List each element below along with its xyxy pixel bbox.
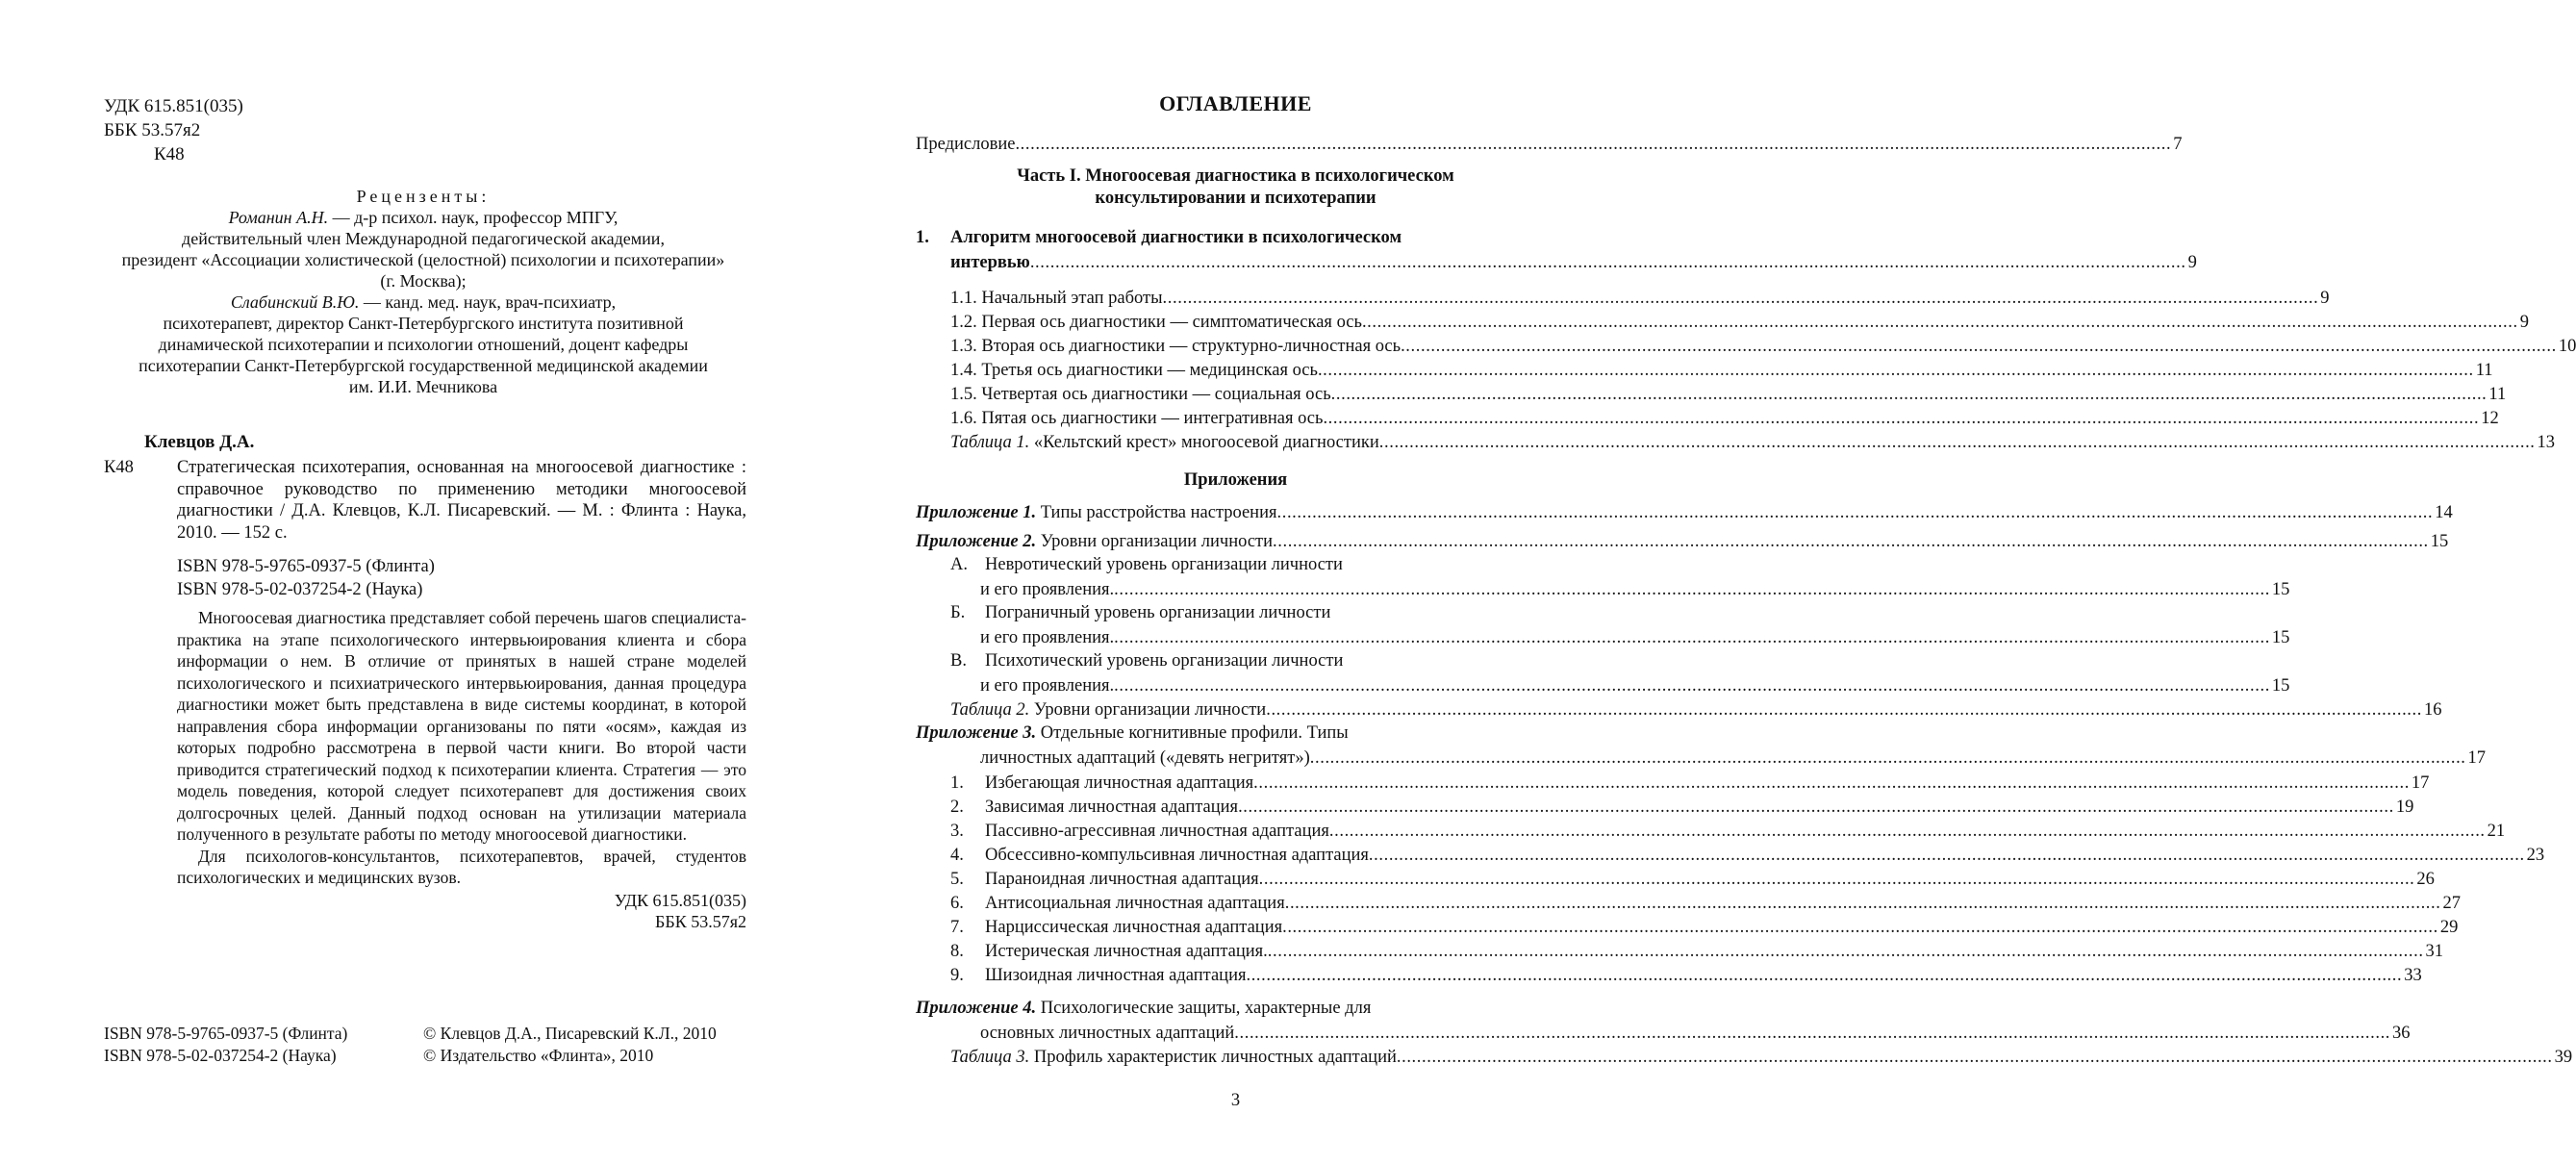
annotation-paragraph-2: Для психологов-консультантов, психотерапевтов, врачей, студентов психологических и медицинских вузов.	[177, 846, 746, 887]
toc-entry-appendix-4-line-1: Приложение 4. Психологические защиты, характерные для	[916, 999, 1372, 1018]
reviewer-2-line-5: им. И.И. Мечникова	[348, 377, 498, 396]
toc-entry-adaptation-6: 6. Антисоциальная личностная адаптация ..... 27	[950, 890, 1552, 914]
reviewer-2-line-2: психотерапевт, директор Санкт-Петербургского института позитивной	[163, 314, 684, 333]
toc-entry-table-3: Таблица 3. Профиль характеристик личностных адаптаций ..... 39	[950, 1044, 1552, 1068]
copyright-publisher: © Издательство «Флинта», 2010	[423, 1046, 654, 1065]
toc-entry-preface: Предисловие ..... 7	[916, 131, 1552, 155]
toc-entry-table-2: Таблица 2. Уровни организации личности ..... 16	[950, 696, 1552, 721]
toc-entry-section-1-6: 1.6. Пятая ось диагностики — интегративная ось ..... 12	[950, 405, 1552, 429]
toc-entry-appendix-3-line-1: Приложение 3. Отдельные когнитивные профили. Типы	[916, 723, 1349, 743]
page-number: 3	[1230, 1091, 1241, 1110]
reviewer-1-line-1: Романин А.Н. — д-р психол. наук, профессор МПГУ,	[228, 208, 619, 227]
toc-entry-appendix-2-c: и его проявления. ..... 15	[980, 672, 1552, 696]
reviewer-1-line-3: президент «Ассоциации холистической (целостной) психологии и психотерапии»	[121, 250, 725, 269]
toc-entry-section-1-5: 1.5. Четвертая ось диагностики — социальная ось ..... 11	[950, 381, 1552, 405]
leader-dots	[1015, 134, 2171, 155]
toc-entry-adaptation-3: 3. Пассивно-агрессивная личностная адаптация ..... 21	[950, 818, 1552, 842]
reviewer-2-line-4: психотерапии Санкт-Петербургской государственной медицинской академии	[139, 356, 708, 375]
toc-entry-chapter-1-line-1: 1. Алгоритм многоосевой диагностики в психологическом	[916, 228, 1402, 247]
toc-entry-appendix-2-a: и его проявления. ..... 15	[980, 576, 1552, 600]
reviewer-1-line-4: (г. Москва);	[380, 271, 467, 291]
toc-entry-appendix-3: личностных адаптаций («девять негритят») ..... 17	[980, 745, 1552, 769]
author-mark: К48	[154, 144, 185, 165]
toc-entry-appendix-2-b: и его проявления. ..... 15	[980, 624, 1552, 648]
toc-entry-appendix-2: Приложение 2. Уровни организации личности ..... 15	[916, 528, 1552, 552]
reviewer-2-line-3: динамической психотерапии и психологии отношений, доцент кафедры	[158, 335, 689, 354]
imprint-isbn	[104, 1023, 392, 1067]
appendices-heading: Приложения	[1183, 470, 1288, 490]
toc-entry-section-1-4: 1.4. Третья ось диагностики — медицинская ось ..... 11	[950, 357, 1552, 381]
annotation-paragraph-1: Многоосевая диагностика представляет собой перечень шагов специалиста-практика на этапе психологического интервьюирования клиента и сбора информации о нем. В отличие от принятых в нашей стране моделей психологического и психиатрического интервьюирования, данная процедура диагностики может быть представлена в виде системы координат, в которой направления сбора информации организованы по пяти «осям», каждая из которых подробно рассмотрена в первой части книги. Во второй части приводится стратегический подход к психотерапии клиента. Стратегия — это модель поведения, которой следует психотерапевт для достижения своих долгосрочных целей. Данный подход основан на утилизации материала полученного в результате работы по методу многоосевой диагностики.	[177, 608, 746, 844]
udk-code-bottom: УДК 615.851(035)	[614, 891, 746, 910]
toc-entry-appendix-2-b-line-1: Б. Пограничный уровень организации личности	[950, 603, 1331, 622]
toc-entry-section-1-2: 1.2. Первая ось диагностики — симптоматическая ось ..... 9	[950, 309, 1552, 333]
toc-entry-adaptation-7: 7. Нарциссическая личностная адаптация ..... 29	[950, 914, 1552, 938]
toc-entry-appendix-2-c-line-1: В. Психотический уровень организации личности	[950, 651, 1344, 671]
author-name: Клевцов Д.А.	[144, 432, 255, 452]
toc-entry-adaptation-8: 8. Истерическая личностная адаптация. ..... 31	[950, 938, 1552, 962]
imprint-isbn-nauka: ISBN 978-5-02-037254-2 (Наука)	[104, 1046, 337, 1065]
classification-codes-bottom	[519, 890, 746, 932]
annotation	[177, 607, 746, 889]
toc-entry-appendix-1: Приложение 1. Типы расстройства настроения ..... 14	[916, 499, 1552, 523]
isbn-nauka: ISBN 978-5-02-037254-2 (Наука)	[177, 580, 423, 599]
reviewers-heading: Рецензенты:	[356, 187, 491, 206]
toc-title: ОГЛАВЛЕНИЕ	[1159, 91, 1312, 115]
bbk-code: ББК 53.57я2	[104, 120, 201, 140]
author-mark-label: К48	[104, 458, 134, 477]
reviewer-2-line-1: Слабинский В.Ю. — канд. мед. наук, врач-психиатр,	[230, 292, 617, 312]
reviewer-2-name: Слабинский В.Ю.	[230, 292, 360, 312]
toc-entry-section-1-1: 1.1. Начальный этап работы ..... 9	[950, 285, 1552, 309]
copyright-block	[423, 1023, 770, 1067]
toc-entry-adaptation-1: 1. Избегающая личностная адаптация ..... 17	[950, 770, 1552, 794]
imprint-isbn-flinta: ISBN 978-5-9765-0937-5 (Флинта)	[104, 1024, 348, 1043]
reviewer-1-line-2: действительный член Международной педагогической академии,	[182, 229, 665, 248]
leader-dots	[1030, 252, 2186, 273]
toc-entry-adaptation-4: 4. Обсессивно-компульсивная личностная адаптация ..... 23	[950, 842, 1552, 866]
isbn-flinta: ISBN 978-5-9765-0937-5 (Флинта)	[177, 557, 435, 576]
part-1-heading: Часть I. Многоосевая диагностика в психологическом консультировании и психотерапии	[1017, 166, 1454, 208]
toc-entry-appendix-4: основных личностных адаптаций ..... 36	[980, 1020, 1552, 1044]
bbk-code-bottom: ББК 53.57я2	[655, 912, 746, 931]
toc-entry-section-1-3: 1.3. Вторая ось диагностики — структурно-личностная ось ..... 10	[950, 333, 1552, 357]
reviewers-block	[96, 186, 750, 397]
toc-entry-adaptation-5: 5. Параноидная личностная адаптация ..... 26	[950, 866, 1552, 890]
page-ref: 7	[2173, 135, 2183, 154]
copyright-authors: © Клевцов Д.А., Писаревский К.Л., 2010	[423, 1024, 717, 1043]
right-page-table-of-contents	[823, 0, 2576, 1165]
toc-entry-table-1: Таблица 1. «Кельтский крест» многоосевой диагностики ..... 13	[950, 429, 1552, 453]
reviewer-1-name: Романин А.Н.	[228, 208, 329, 227]
udk-code: УДК 615.851(035)	[104, 96, 243, 116]
toc-entry-appendix-2-a-line-1: А. Невротический уровень организации личности	[950, 555, 1343, 574]
isbn-block	[177, 555, 746, 601]
left-page	[0, 0, 823, 1165]
toc-entry-chapter-1: интервью ..... 9	[950, 249, 1552, 273]
toc-entry-adaptation-9: 9. Шизоидная личностная адаптация ..... 33	[950, 962, 1552, 986]
toc-entry-adaptation-2: 2. Зависимая личностная адаптация ..... 19	[950, 794, 1552, 818]
classification-codes-top	[104, 94, 344, 166]
bibliographic-entry: Стратегическая психотерапия, основанная на многоосевой диагностике : справочное руководство по применению методики многоосевой диагностики / Д.А. Клевцов, К.Л. Писаревский. — М. : Флинта : Наука, 2010. — 152 с.	[177, 458, 746, 543]
